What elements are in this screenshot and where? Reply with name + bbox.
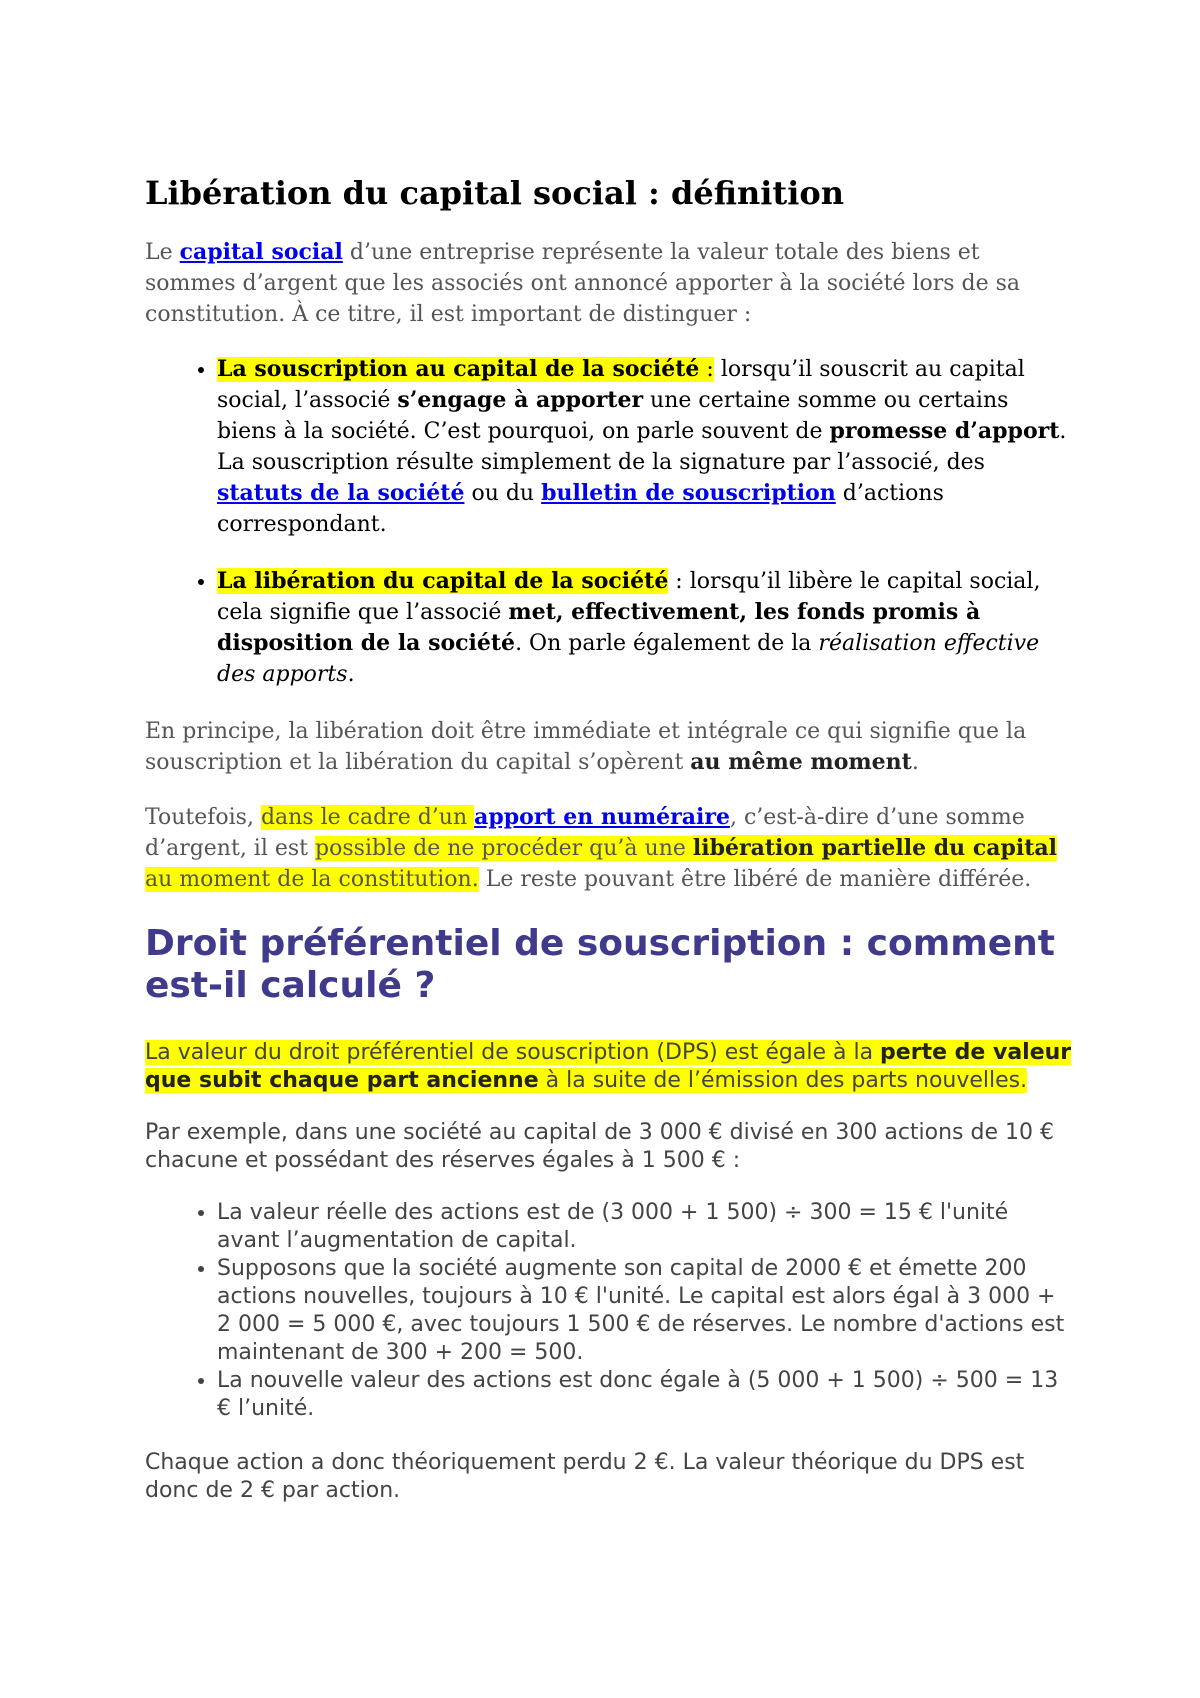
- intro-paragraph: [145, 237, 1072, 330]
- principle-paragraph: En principe, la libération doit être immédiate et intégrale ce qui signifie que la souscription et la libération du capital s’opèrent au même moment.: [145, 719, 1027, 775]
- section-title-liberation: Libération du capital social : définition: [145, 174, 844, 212]
- apport-numeraire-link[interactable]: apport en numéraire: [474, 804, 730, 830]
- distinction-list: [145, 354, 1072, 690]
- section-title-dps: Droit préférentiel de souscription : comment est-il calculé ?: [145, 923, 1055, 1006]
- dps-definition: La valeur du droit préférentiel de souscription (DPS) est égale à la perte de valeur que subit chaque part ancienne à la suite de l’émission des parts nouvelles.: [145, 1040, 1072, 1093]
- list-item: • La valeur réelle des actions est de (3 000 + 1 500) ÷ 300 = 15 € l'unité avant l’augmentation de capital.: [217, 1199, 1072, 1255]
- list-item-souscription: • La souscription au capital de la société : lorsqu’il souscrit au capital social, l’associé s’engage à apporter une certaine somme ou certains biens à la société. C’est pourquoi, on parle souvent de promesse d’apport. La souscription résulte simplement de la signature par l’associé, des statuts de la société ou du bulletin de souscription d’actions correspondant.: [217, 354, 1072, 540]
- list-item: • La nouvelle valeur des actions est donc égale à (5 000 + 1 500) ÷ 500 = 13 € l’unité.: [217, 1367, 1072, 1423]
- calculation-list: [145, 1199, 1072, 1423]
- statuts-link[interactable]: statuts de la société: [217, 480, 465, 506]
- list-item: • Supposons que la société augmente son capital de 2000 € et émette 200 actions nouvelles, toujours à 10 € l'unité. Le capital est alors égal à 3 000 + 2 000 = 5 000 €, avec toujours 1 500 € de réserves. Le nombre d'actions est maintenant de 300 + 200 = 500.: [217, 1255, 1072, 1367]
- intro-text-rest: d’une entreprise représente la valeur totale des biens et sommes d’argent que les associés ont annoncé apporter à la société lors de sa constitution. À ce titre, il est important de distinguer :: [145, 240, 1021, 327]
- capital-social-link[interactable]: capital social: [179, 239, 343, 265]
- conclusion-paragraph: Chaque action a donc théoriquement perdu 2 €. La valeur théorique du DPS est donc de 2 € par action.: [145, 1450, 1025, 1503]
- souscription-lead: La souscription au capital de la société :: [217, 356, 714, 382]
- example-paragraph: Par exemple, dans une société au capital de 3 000 € divisé en 300 actions de 10 € chacune et possédant des réserves égales à 1 500 € :: [145, 1120, 1054, 1173]
- however-paragraph: Toutefois, dans le cadre d’un apport en numéraire, c’est-à-dire d’une somme d’argent, il est possible de ne procéder qu’à une libération partielle du capital au moment de la constitution. Le reste pouvant être libéré de manière différée.: [145, 804, 1057, 892]
- liberation-lead: La libération du capital de la société: [217, 568, 669, 594]
- bulletin-souscription-link[interactable]: bulletin de souscription: [541, 480, 836, 506]
- list-item-liberation: • La libération du capital de la société : lorsqu’il libère le capital social, cela signifie que l’associé met, effectivement, les fonds promis à disposition de la société. On parle également de la réalisation effective des apports.: [217, 566, 1072, 690]
- intro-text: Le: [145, 240, 180, 265]
